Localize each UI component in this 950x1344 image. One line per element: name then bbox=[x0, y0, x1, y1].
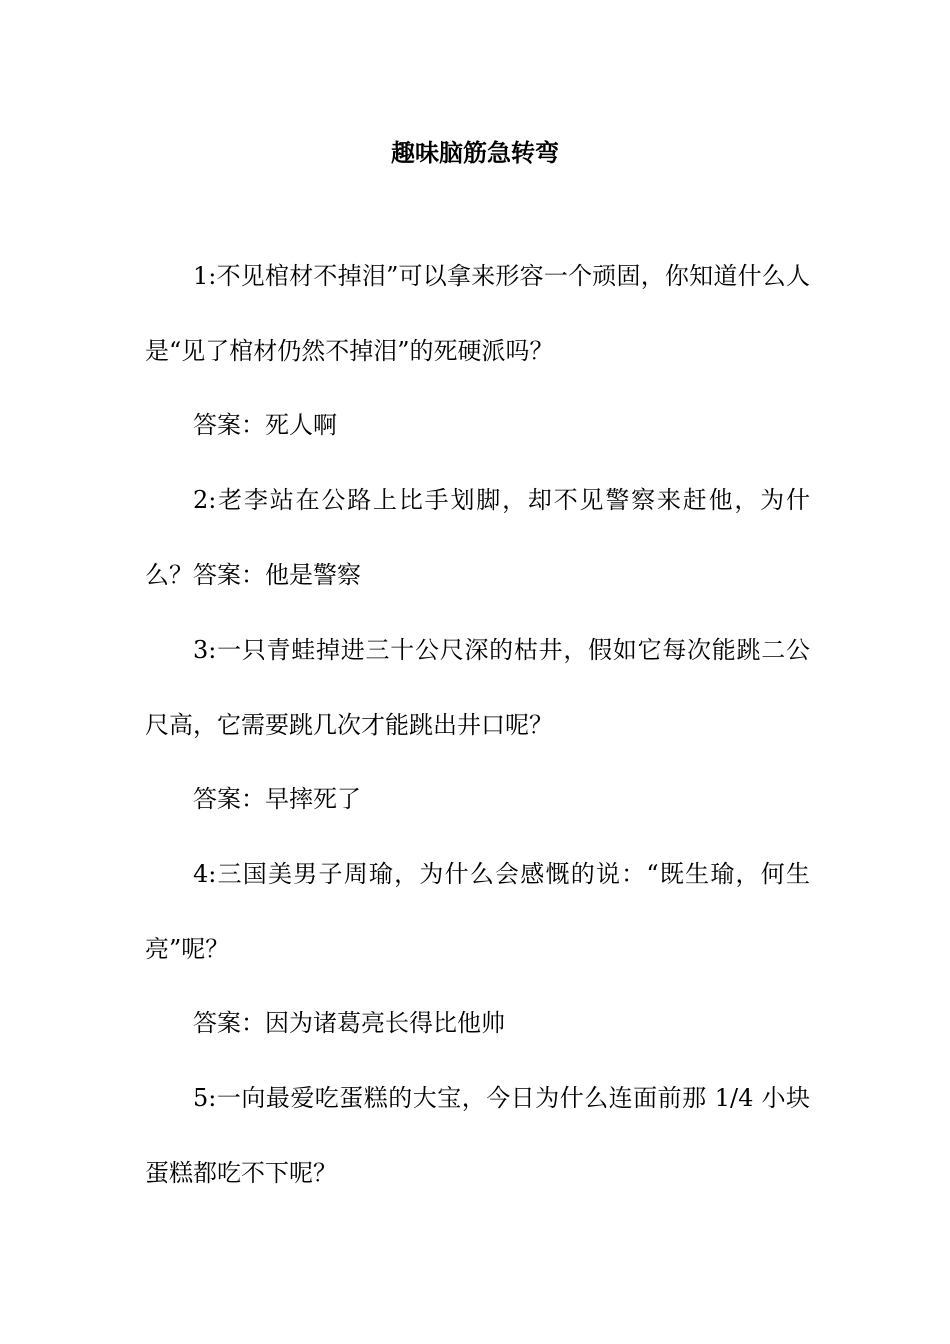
question-3: 3:一只青蛙掉进三十公尺深的枯井，假如它每次能跳二公尺高，它需要跳几次才能跳出井口呢？ bbox=[145, 636, 810, 739]
answer-2: 答案：他是警察 bbox=[193, 561, 361, 589]
question-2: 2:老李站在公路上比手划脚，却不见警察来赶他，为什么？ bbox=[145, 486, 810, 589]
answer-3: 答案：早摔死了 bbox=[193, 785, 361, 813]
question-4: 4:三国美男子周瑜，为什么会感慨的说：“既生瑜，何生亮”呢？ bbox=[145, 860, 810, 963]
question-5: 5:一向最爱吃蛋糕的大宝，今日为什么连面前那 1/4 小块蛋糕都吃不下呢？ bbox=[145, 1084, 810, 1187]
answer-1: 答案：死人啊 bbox=[193, 411, 337, 439]
question-1: 1:不见棺材不掉泪”可以拿来形容一个顽固，你知道什么人是“见了棺材仍然不掉泪”的死硬派吗？ bbox=[145, 262, 810, 365]
document-title: 趣味脑筋急转弯 bbox=[391, 139, 559, 167]
answer-4: 答案：因为诸葛亮长得比他帅 bbox=[193, 1009, 505, 1037]
